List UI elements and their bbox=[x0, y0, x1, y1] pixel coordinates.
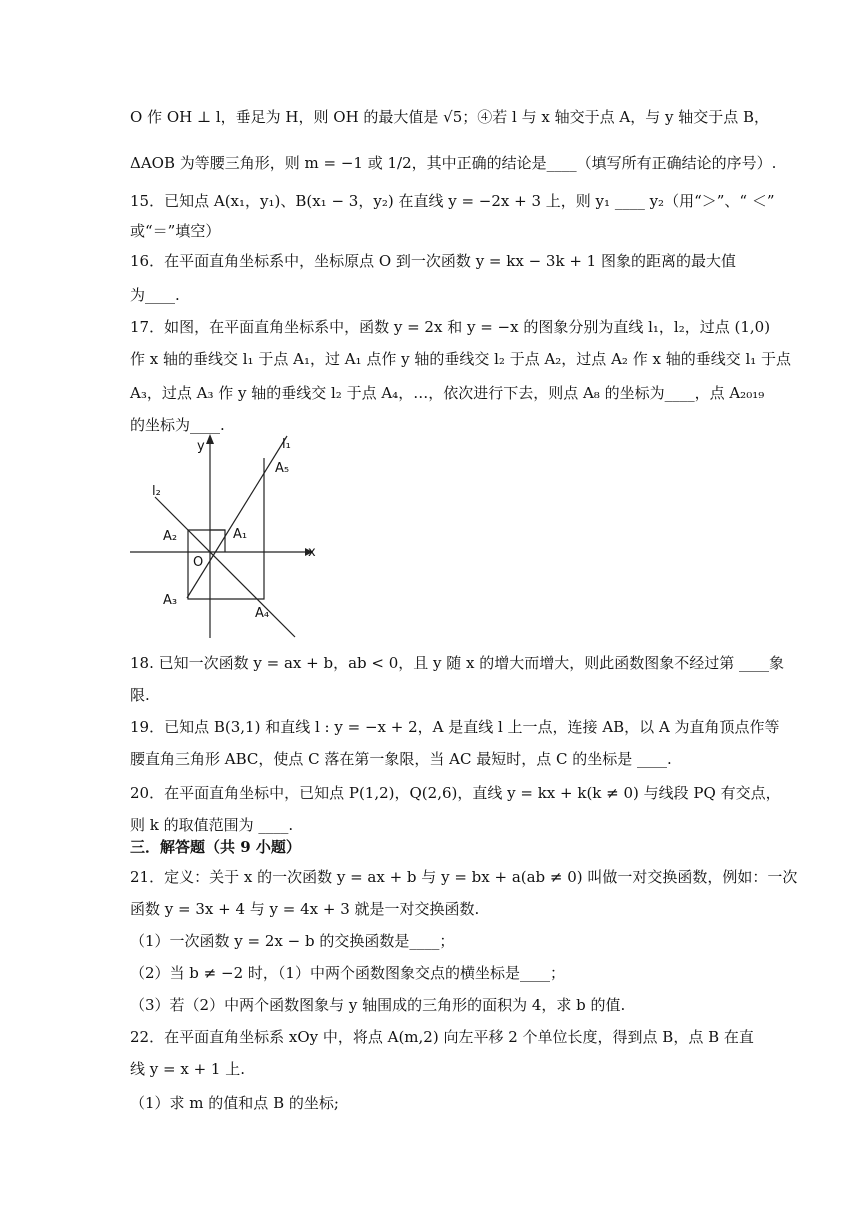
text-line: 21．定义：关于 x 的一次函数 y = ax + b 与 y = bx + a(ab ≠ 0) 叫做一对交换函数，例如：一次 bbox=[130, 868, 798, 886]
text-line: A₃，过点 A₃ 作 y 轴的垂线交 l₂ 于点 A₄，…，依次进行下去，则点 A₈ 的坐标为____，点 A₂₀₁₉ bbox=[130, 384, 765, 402]
text-line: （1）一次函数 y = 2x − b 的交换函数是____； bbox=[130, 932, 455, 950]
label-A5: A₅ bbox=[275, 461, 290, 476]
text-line: 17．如图，在平面直角坐标系中，函数 y = 2x 和 y = −x 的图象分别为直线 l₁，l₂，过点 (1,0) bbox=[130, 318, 771, 336]
text-line: 为____. bbox=[130, 286, 180, 304]
text-line: 或“＝”填空） bbox=[130, 222, 221, 240]
text-line: 限. bbox=[130, 686, 150, 704]
label-l1: l₁ bbox=[282, 437, 291, 452]
label-l2: l₂ bbox=[152, 484, 161, 499]
line-l1 bbox=[187, 436, 290, 598]
text-line: 22．在平面直角坐标系 xOy 中，将点 A(m,2) 向左平移 2 个单位长度，得到点 B，点 B 在直 bbox=[130, 1028, 754, 1046]
y-arrow-icon bbox=[206, 434, 214, 444]
label-x: x bbox=[308, 545, 316, 560]
text-line: 的坐标为____. bbox=[130, 416, 225, 434]
text-line: O 作 OH ⊥ l，垂足为 H，则 OH 的最大值是 √5；④若 l 与 x 轴交于点 A，与 y 轴交于点 B， bbox=[130, 108, 770, 126]
label-A1: A₁ bbox=[233, 527, 248, 542]
text-line: （1）求 m 的值和点 B 的坐标; bbox=[130, 1094, 339, 1112]
text-line: 腰直角三角形 ABC，使点 C 落在第一象限，当 AC 最短时，点 C 的坐标是 ____. bbox=[130, 750, 672, 768]
label-A4: A₄ bbox=[255, 606, 270, 621]
text-line: 作 x 轴的垂线交 l₁ 于点 A₁，过 A₁ 点作 y 轴的垂线交 l₂ 于点 A₂，过点 A₂ 作 x 轴的垂线交 l₁ 于点 bbox=[130, 350, 792, 368]
text-line: 函数 y = 3x + 4 与 y = 4x + 3 就是一对交换函数. bbox=[130, 900, 480, 918]
text-line: （3）若（2）中两个函数图象与 y 轴围成的三角形的面积为 4，求 b 的值. bbox=[130, 996, 626, 1014]
text-line: ΔAOB 为等腰三角形，则 m = −1 或 1/2，其中正确的结论是____（填写所有正确结论的序号）. bbox=[130, 154, 777, 172]
text-line: 19．已知点 B(3,1) 和直线 l : y = −x + 2，A 是直线 l 上一点，连接 AB，以 A 为直角顶点作等 bbox=[130, 718, 780, 736]
label-A3: A₃ bbox=[163, 593, 178, 608]
section-heading: 三．解答题（共 9 小题） bbox=[130, 838, 301, 856]
label-O: O bbox=[193, 555, 204, 570]
text-line: 线 y = x + 1 上. bbox=[130, 1060, 245, 1078]
text-line: 18. 已知一次函数 y = ax + b，ab < 0，且 y 随 x 的增大而增大，则此函数图象不经过第 ____象 bbox=[130, 654, 785, 672]
coordinate-figure bbox=[125, 412, 325, 642]
text-line: （2）当 b ≠ −2 时，（1）中两个函数图象交点的横坐标是____； bbox=[130, 964, 565, 982]
label-y: y bbox=[197, 439, 205, 454]
label-A2: A₂ bbox=[163, 529, 178, 544]
line-l2 bbox=[155, 497, 295, 637]
text-line: 20．在平面直角坐标中，已知点 P(1,2)，Q(2,6)，直线 y = kx + k(k ≠ 0) 与线段 PQ 有交点， bbox=[130, 784, 781, 802]
text-line: 16．在平面直角坐标系中，坐标原点 O 到一次函数 y = kx − 3k + 1 图象的距离的最大值 bbox=[130, 252, 736, 270]
text-line: 15．已知点 A(x₁，y₁)、B(x₁ − 3，y₂) 在直线 y = −2x + 3 上，则 y₁ ____ y₂（用“＞”、“ ＜” bbox=[130, 192, 775, 210]
text-line: 则 k 的取值范围为 ____. bbox=[130, 816, 294, 834]
